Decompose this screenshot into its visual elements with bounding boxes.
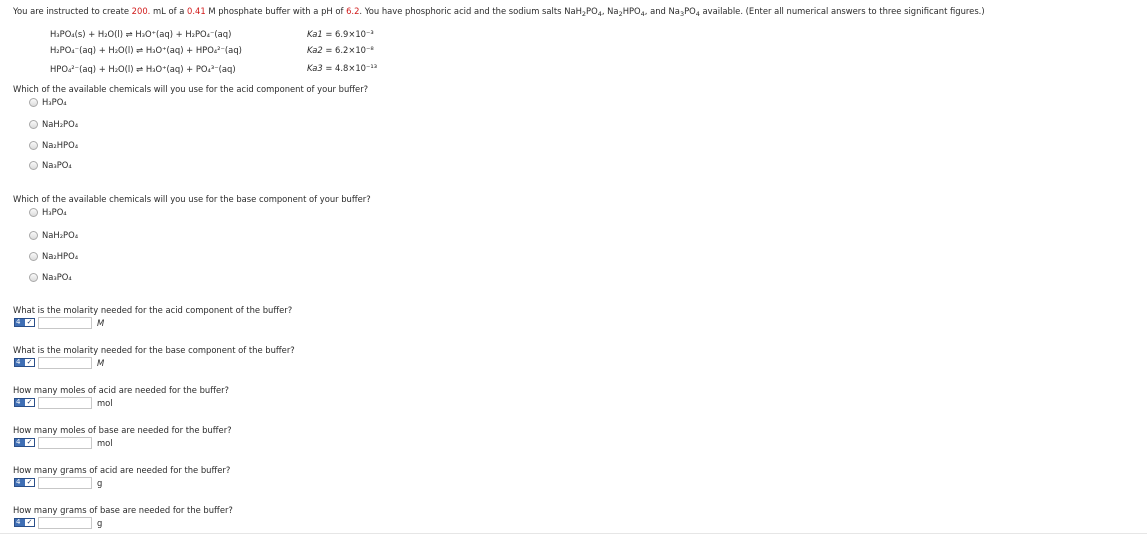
acid-grams-prompt: How many grams of acid are needed for the buffer? bbox=[13, 465, 231, 475]
checkmark-icon: ✓ bbox=[26, 518, 33, 526]
ka2-label: Ka2 = 6.2×10⁻⁸ bbox=[307, 45, 374, 55]
base-option-radio-na3po4[interactable] bbox=[29, 273, 38, 282]
base-grams-unit: g bbox=[97, 518, 103, 528]
acid-option-label-na2hpo4[interactable]: Na₂HPO₄ bbox=[42, 140, 79, 150]
acid-option-label-nah2po4[interactable]: NaH₂PO₄ bbox=[42, 119, 79, 129]
base-moles-prompt: How many moles of base are needed for the buffer? bbox=[13, 425, 232, 435]
acid-question-prompt: Which of the available chemicals will you use for the acid component of your buffer? bbox=[13, 84, 369, 94]
equation-1: H₃PO₄(s) + H₂O(l) ⇌ H₃O⁺(aq) + H₂PO₄⁻(aq) bbox=[50, 29, 232, 39]
base-option-label-h3po4[interactable]: H₃PO₄ bbox=[42, 207, 67, 217]
base-moles-unit: mol bbox=[97, 438, 113, 448]
bottom-divider bbox=[0, 533, 1147, 534]
base-molarity-input[interactable] bbox=[38, 357, 92, 369]
checkmark-icon: ✓ bbox=[26, 358, 33, 366]
check-answer-button[interactable]: 4 ✓ bbox=[14, 478, 35, 487]
acid-option-label-h3po4[interactable]: H₃PO₄ bbox=[42, 97, 67, 107]
base-moles-input[interactable] bbox=[38, 437, 92, 449]
equation-2: H₂PO₄⁻(aq) + H₂O(l) ⇌ H₃O⁺(aq) + HPO₄²⁻(aq) bbox=[50, 45, 242, 55]
acid-option-radio-na2hpo4[interactable] bbox=[29, 141, 38, 150]
base-option-label-na3po4[interactable]: Na₃PO₄ bbox=[42, 272, 72, 282]
check-answer-button[interactable]: 4 ✓ bbox=[14, 398, 35, 407]
ph-value: 6.2 bbox=[346, 6, 360, 16]
acid-option-radio-h3po4[interactable] bbox=[29, 98, 38, 107]
instructions-text: You are instructed to create 200. mL of a 0.41 M phosphate buffer with a pH of 6.2. You have phosphoric acid and the sodium salts $NaH_2PO_4$, $Na_2HPO_4$, and $Na_3PO_4$ available. (Enter all numerical answers to three significant figures.) bbox=[13, 6, 985, 18]
checkmark-icon: ✓ bbox=[26, 478, 33, 486]
acid-molarity-prompt: What is the molarity needed for the acid component of the buffer? bbox=[13, 305, 293, 315]
base-molarity-unit: M bbox=[97, 358, 105, 368]
acid-moles-input[interactable] bbox=[38, 397, 92, 409]
acid-option-label-na3po4[interactable]: Na₃PO₄ bbox=[42, 160, 72, 170]
equation-3: HPO₄²⁻(aq) + H₂O(l) ⇌ H₃O⁺(aq) + PO₄³⁻(aq) bbox=[50, 64, 236, 74]
acid-molarity-unit: M bbox=[97, 318, 105, 328]
check-answer-button[interactable]: 4 ✓ bbox=[14, 438, 35, 447]
base-molarity-prompt: What is the molarity needed for the base component of the buffer? bbox=[13, 345, 295, 355]
checkmark-icon: ✓ bbox=[26, 398, 33, 406]
base-option-label-nah2po4[interactable]: NaH₂PO₄ bbox=[42, 230, 79, 240]
acid-moles-unit: mol bbox=[97, 398, 113, 408]
base-question-prompt: Which of the available chemicals will you use for the base component of your buffer? bbox=[13, 194, 371, 204]
acid-option-radio-nah2po4[interactable] bbox=[29, 120, 38, 129]
base-option-radio-na2hpo4[interactable] bbox=[29, 252, 38, 261]
base-option-radio-h3po4[interactable] bbox=[29, 208, 38, 217]
check-answer-button[interactable]: 4 ✓ bbox=[14, 358, 35, 367]
base-grams-prompt: How many grams of base are needed for the buffer? bbox=[13, 505, 233, 515]
base-option-radio-nah2po4[interactable] bbox=[29, 231, 38, 240]
checkmark-icon: ✓ bbox=[26, 318, 33, 326]
acid-option-radio-na3po4[interactable] bbox=[29, 161, 38, 170]
concentration-value: 0.41 bbox=[187, 6, 206, 16]
check-answer-button[interactable]: 4 ✓ bbox=[14, 518, 35, 527]
ka1-label: Ka1 = 6.9×10⁻³ bbox=[307, 29, 374, 39]
volume-value: 200. bbox=[131, 6, 151, 16]
acid-grams-input[interactable] bbox=[38, 477, 92, 489]
base-option-label-na2hpo4[interactable]: Na₂HPO₄ bbox=[42, 251, 79, 261]
check-answer-button[interactable]: 4 ✓ bbox=[14, 318, 35, 327]
acid-grams-unit: g bbox=[97, 478, 103, 488]
ka3-label: Ka3 = 4.8×10⁻¹³ bbox=[307, 63, 378, 73]
base-grams-input[interactable] bbox=[38, 517, 92, 529]
acid-molarity-input[interactable] bbox=[38, 317, 92, 329]
checkmark-icon: ✓ bbox=[26, 438, 33, 446]
acid-moles-prompt: How many moles of acid are needed for the buffer? bbox=[13, 385, 229, 395]
